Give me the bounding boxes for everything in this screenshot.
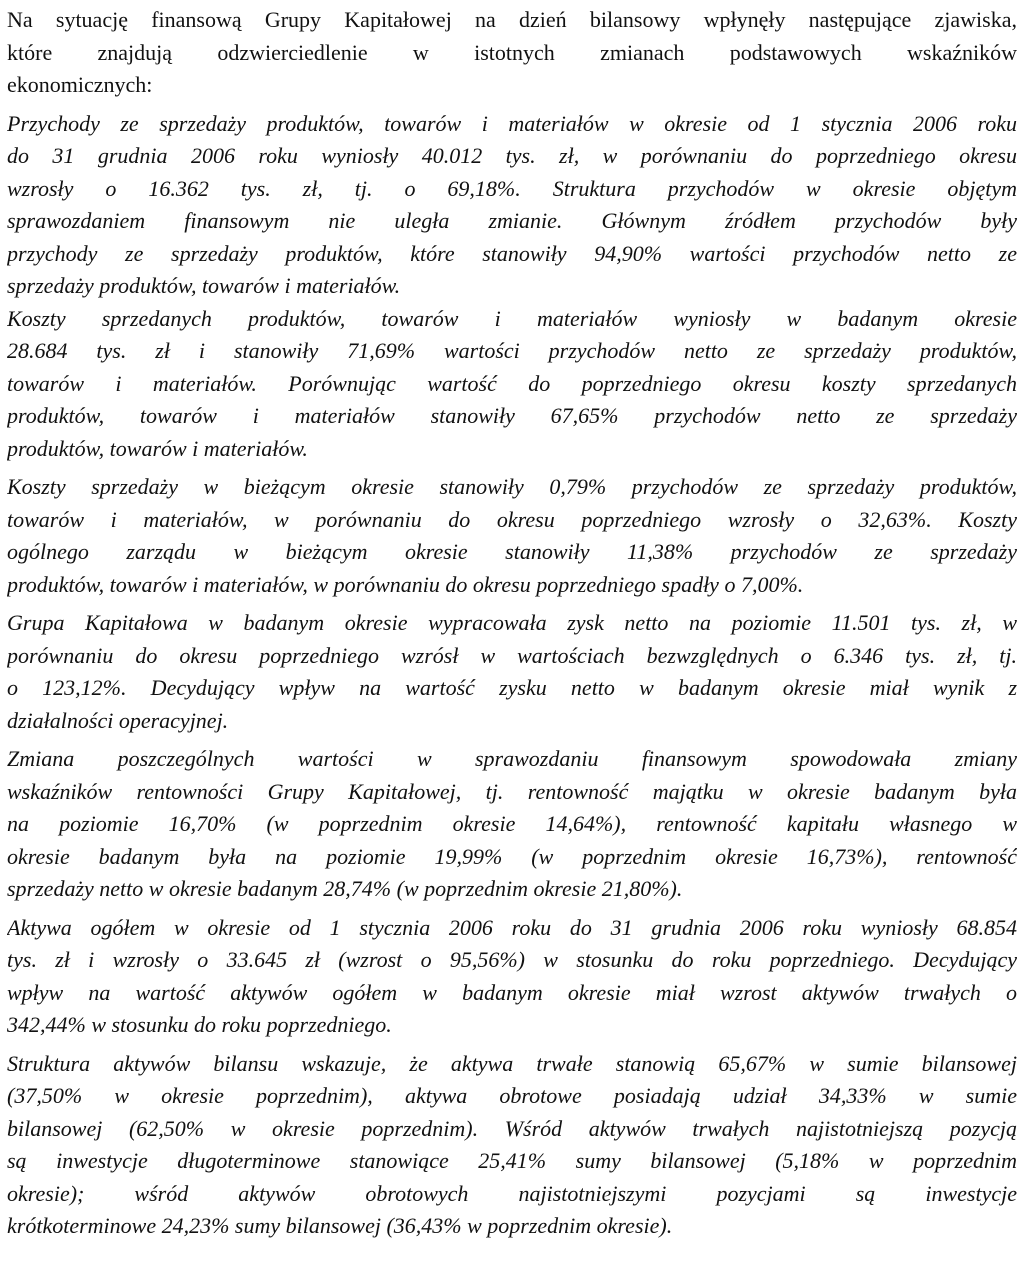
paragraph-total-assets: [7, 912, 1017, 1042]
text-line: towarów i materiałów. Porównując wartość do poprzedniego okresu koszty sprzedanych: [7, 370, 1017, 396]
text-line: sprzedaży produktów, towarów i materiałów.: [7, 273, 401, 298]
text-line: 342,44% w stosunku do roku poprzedniego.: [7, 1012, 392, 1037]
text-line: okresie badanym była na poziomie 19,99% (w poprzednim okresie 16,73%), rentowność: [7, 843, 1017, 869]
text-line: sprawozdaniem finansowym nie uległa zmianie. Głównym źródłem przychodów były: [7, 208, 1017, 233]
text-line: Zmiana poszczególnych wartości w sprawozdaniu finansowym spowodowała zmiany: [7, 746, 1017, 771]
text-line: ogólnego zarządu w bieżącym okresie stanowiły 11,38% przychodów ze sprzedaży: [7, 539, 1017, 564]
text-line: przychody ze sprzedaży produktów, które stanowiły 94,90% wartości przychodów netto ze: [7, 240, 1017, 266]
text-line: Na sytuację finansową Grupy Kapitałowej na dzień bilansowy wpłynęły następujące zjawiska,: [7, 7, 1017, 32]
text-line: do 31 grudnia 2006 roku wyniosły 40.012 tys. zł, w porównaniu do poprzedniego okresu: [7, 143, 1017, 168]
text-line: Koszty sprzedanych produktów, towarów i materiałów wyniosły w badanym okresie: [7, 305, 1017, 331]
text-line: Grupa Kapitałowa w badanym okresie wypracowała zysk netto na poziomie 11.501 tys. zł, w: [7, 610, 1017, 635]
text-line: tys. zł i wzrosły o 33.645 zł (wzrost o 95,56%) w stosunku do roku poprzedniego. Decydujący: [7, 947, 1017, 972]
text-line: okresie); wśród aktywów obrotowych najistotniejszymi pozycjami są inwestycje: [7, 1180, 1017, 1206]
text-line: 28.684 tys. zł i stanowiły 71,69% wartości przychodów netto ze sprzedaży produktów,: [7, 338, 1017, 363]
text-line: (37,50% w okresie poprzednim), aktywa obrotowe posiadają udział 34,33% w sumie: [7, 1083, 1017, 1108]
text-line: są inwestycje długoterminowe stanowiące 25,41% sumy bilansowej (5,18% w poprzednim: [7, 1148, 1017, 1173]
text-line: krótkoterminowe 24,23% sumy bilansowej (36,43% w poprzednim okresie).: [7, 1213, 673, 1238]
paragraph-net-profit: [7, 607, 1017, 737]
text-line: produktów, towarów i materiałów stanowiły 67,65% przychodów netto ze sprzedaży: [7, 403, 1017, 428]
text-line: Przychody ze sprzedaży produktów, towarów i materiałów w okresie od 1 stycznia 2006 roku: [7, 110, 1017, 136]
text-line: wskaźników rentowności Grupy Kapitałowej, tj. rentowność majątku w okresie badanym była: [7, 778, 1017, 804]
text-line: produktów, towarów i materiałów, w porównaniu do okresu poprzedniego spadły o 7,00%.: [7, 571, 804, 597]
text-line: działalności operacyjnej.: [7, 707, 229, 733]
text-line: porównaniu do okresu poprzedniego wzrósł w wartościach bezwzględnych o 6.346 tys. zł, tj.: [7, 642, 1017, 668]
text-line: sprzedaży netto w okresie badanym 28,74% (w poprzednim okresie 21,80%).: [7, 876, 683, 901]
text-line: Struktura aktywów bilansu wskazuje, że aktywa trwałe stanowią 65,67% w sumie bilansowej: [7, 1050, 1017, 1076]
document-page: [7, 4, 1017, 1243]
paragraph-selling-costs: [7, 471, 1017, 601]
text-line: ekonomicznych:: [7, 72, 153, 97]
text-line: Koszty sprzedaży w bieżącym okresie stanowiły 0,79% przychodów ze sprzedaży produktów,: [7, 474, 1017, 499]
paragraph-revenue: [7, 108, 1017, 303]
text-line: bilansowej (62,50% w okresie poprzednim). Wśród aktywów trwałych najistotniejszą pozycją: [7, 1115, 1017, 1141]
text-line: towarów i materiałów, w porównaniu do okresu poprzedniego wzrosły o 32,63%. Koszty: [7, 506, 1017, 532]
text-line: o 123,12%. Decydujący wpływ na wartość zysku netto w badanym okresie miał wynik z: [7, 675, 1017, 700]
text-line: które znajdują odzwierciedlenie w istotnych zmianach podstawowych wskaźników: [7, 39, 1017, 65]
paragraph-profitability: [7, 743, 1017, 906]
text-line: produktów, towarów i materiałów.: [7, 435, 308, 461]
text-line: wpływ na wartość aktywów ogółem w badanym okresie miał wzrost aktywów trwałych o: [7, 979, 1017, 1005]
paragraph-cost-of-sales: [7, 303, 1017, 466]
paragraph-asset-structure: [7, 1048, 1017, 1243]
text-line: Aktywa ogółem w okresie od 1 stycznia 2006 roku do 31 grudnia 2006 roku wyniosły 68.854: [7, 914, 1017, 940]
intro-paragraph: [7, 4, 1017, 102]
text-line: wzrosły o 16.362 tys. zł, tj. o 69,18%. Struktura przychodów w okresie objętym: [7, 175, 1017, 201]
text-line: na poziomie 16,70% (w poprzednim okresie 14,64%), rentowność kapitału własnego w: [7, 811, 1017, 836]
